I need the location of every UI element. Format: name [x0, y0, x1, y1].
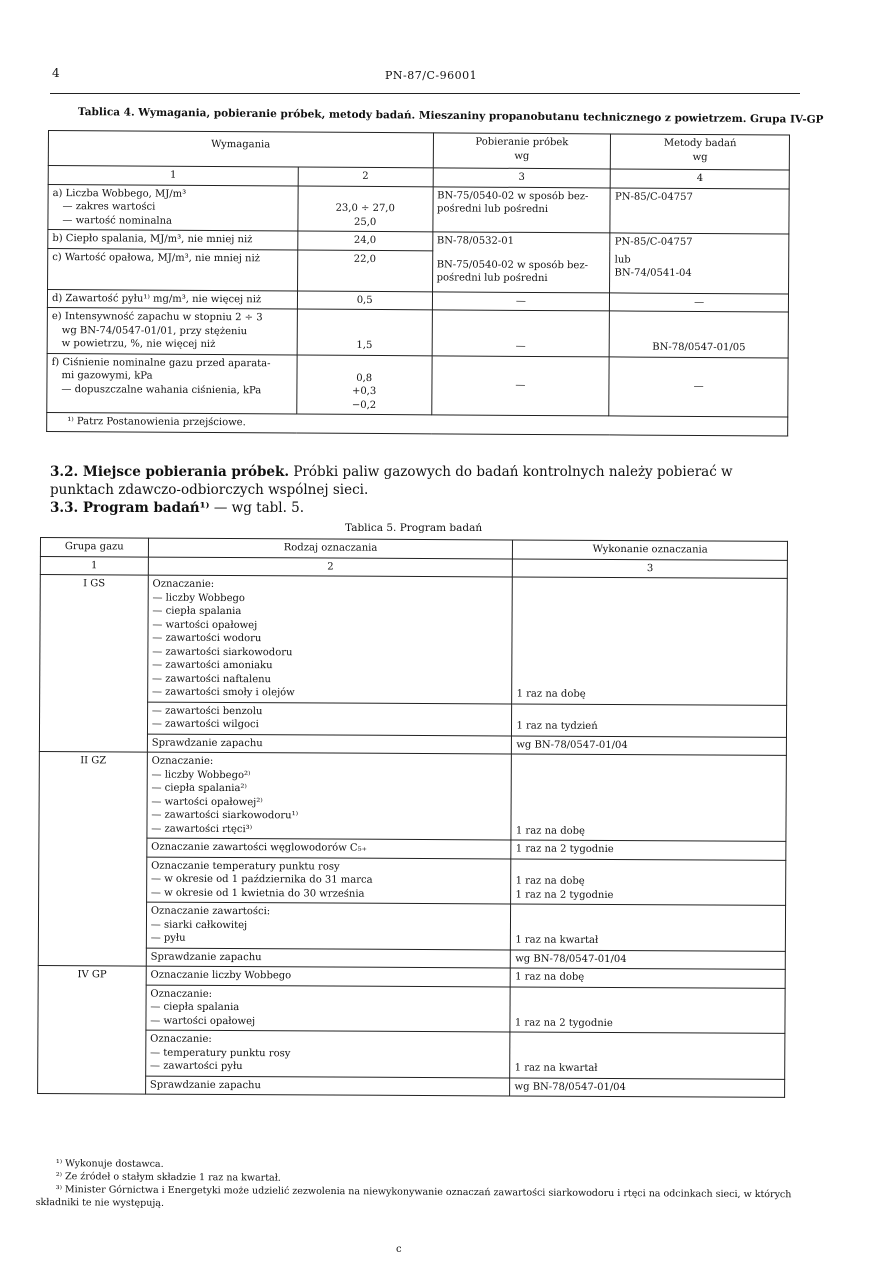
value-cell: 24,0: [298, 231, 433, 250]
colnum: 1: [40, 556, 148, 575]
method-cell: PN-85/C-04757: [610, 187, 789, 234]
colnum: 3: [433, 168, 611, 188]
value-cell: 0,5: [297, 291, 432, 310]
table5-row: [38, 1075, 785, 1097]
exec-cell: 1 raz na dobę: [511, 968, 786, 988]
exec-cell: 1 raz na 2 tygodnie: [511, 840, 786, 860]
kind-cell: Oznaczanie zawartości węglowodorów C₅₊: [147, 838, 512, 858]
header-kind: Rodzaj oznaczania: [148, 538, 513, 558]
kind-cell: Oznaczanie: — ciepła spalania — wartości opałowej: [146, 985, 511, 1032]
colnum: 4: [611, 169, 790, 189]
method-cell: —: [609, 356, 788, 417]
colnum: 1: [48, 166, 298, 186]
table5-caption: Tablica 5. Program badań: [345, 522, 483, 534]
kind-cell: Sprawdzanie zapachu: [147, 734, 512, 754]
colnum: 3: [513, 558, 788, 578]
value-cell: 1,5: [297, 309, 432, 355]
kind-cell: — zawartości benzolu — zawartości wilgoci: [147, 702, 512, 736]
sampling-cell: —: [432, 310, 610, 357]
table4-row-e: [47, 307, 788, 357]
exec-cell: 1 raz na dobę 1 raz na 2 tygodnie: [511, 858, 786, 905]
header-execution: Wykonanie oznaczania: [513, 540, 788, 560]
table4-caption: Tablica 4. Wymagania, pobieranie próbek, metody badań. Mieszaniny propanobutanu technicznego z powietrzem. Grupa IV-GP: [77, 106, 824, 126]
method-cell: —: [610, 292, 789, 312]
table4-footnote-row: [47, 412, 788, 435]
header-methods: Metody badań wg: [611, 134, 790, 170]
value-cell: 0,8 +0,3 −0,2: [297, 355, 432, 415]
table5-row: [39, 751, 786, 841]
header-requirements: Wymagania: [48, 131, 433, 168]
table5-row: [40, 575, 788, 705]
value-cell: 23,0 ÷ 27,0 25,0: [298, 186, 433, 232]
sampling-cell: —: [432, 291, 610, 311]
kind-cell: Oznaczanie: — liczby Wobbego — ciepła spalania — wartości opałowej — zawartości wodoru — zawartości siarkowodoru — zawartości amoniaku — zawartości naftalenu — zawartości smoły i olejów: [147, 575, 512, 703]
section-3-2: 3.2. Miejsce pobierania próbek. Próbki paliw gazowych do badań kontrolnych należy pobierać w punktach zdawczo-odbiorczych wspólnej sieci.: [50, 464, 733, 498]
req-cell: f) Ciśnienie nominalne gazu przed aparata- mi gazowymi, kPa — dopuszczalne wahania ciśnienia, kPa: [47, 353, 297, 414]
table5-row: [38, 901, 785, 950]
footnote-3: ³⁾ Minister Górnictwa i Energetyki może udzielić zezwolenia na niewykonywanie oznaczań zawartości siarkowodoru i rtęci na odcinkach sieci, w których składniki te nie występują.: [35, 1184, 792, 1209]
colnum: 2: [148, 557, 513, 577]
exec-cell: 1 raz na dobę: [512, 577, 787, 705]
footnote-1: ¹⁾ Wykonuje dostawca.: [55, 1158, 164, 1170]
kind-cell: Oznaczanie: — temperatury punktu rosy — zawartości pyłu: [145, 1030, 510, 1077]
table5-row: [38, 1029, 785, 1078]
req-cell: c) Wartość opałowa, MJ/m³, nie mniej niż: [48, 248, 298, 291]
req-cell: b) Ciepło spalania, MJ/m³, nie mniej niż: [48, 230, 298, 250]
table5: [37, 537, 788, 1098]
standard-id: PN-87/C-96001: [385, 69, 478, 82]
req-cell: a) Liczba Wobbego, MJ/m³ — zakres wartości — wartość nominalna: [48, 184, 298, 231]
header-sampling: Pobieranie próbek wg: [433, 133, 611, 169]
kind-cell: Sprawdzanie zapachu: [145, 1076, 510, 1096]
table5-footnotes: [36, 1157, 796, 1214]
kind-cell: Oznaczanie temperatury punktu rosy — w okresie od 1 października do 31 marca — w okresie od 1 kwietnia do 30 września: [146, 857, 511, 904]
footnote-2: ²⁾ Ze źródeł o stałym składzie 1 raz na kwartał.: [55, 1171, 281, 1184]
group-cell: II GZ: [38, 751, 147, 966]
header-group: Grupa gazu: [40, 538, 148, 557]
kind-cell: Oznaczanie liczby Wobbego: [146, 966, 511, 986]
exec-cell: 1 raz na dobę: [511, 754, 786, 841]
method-cell: PN-85/C-04757 lub BN-74/0541-04: [610, 233, 789, 294]
exec-cell: 1 raz na kwartał: [510, 1032, 785, 1079]
page-number: 4: [52, 66, 60, 80]
sampling-cell: BN-75/0540-02 w sposób bez- pośredni lub pośredni: [432, 186, 610, 233]
table5-row: [38, 984, 785, 1033]
table4: [46, 130, 790, 436]
exec-cell: 1 raz na kwartał: [511, 904, 786, 951]
kind-cell: Sprawdzanie zapachu: [146, 948, 511, 968]
exec-cell: wg BN-78/0547-01/04: [512, 735, 787, 755]
exec-cell: 1 raz na tydzień: [512, 703, 787, 736]
value-cell: 22,0: [297, 250, 432, 292]
exec-cell: wg BN-78/0547-01/04: [511, 949, 786, 969]
kind-cell: Oznaczanie: — liczby Wobbego²⁾ — ciepła spalania²⁾ — wartości opałowej²⁾ — zawartości siarkowodoru¹⁾ — zawartości rtęci³⁾: [147, 752, 512, 840]
header-rule: [50, 93, 800, 94]
sampling-cell: —: [431, 355, 609, 416]
group-cell: IV GP: [38, 965, 146, 1094]
table5-row: [39, 701, 786, 737]
table4-row-f: [47, 353, 788, 417]
table5-row: [39, 856, 786, 905]
table4-footnote: ¹⁾ Patrz Postanowienia przejściowe.: [47, 412, 788, 435]
table4-header-row: [48, 131, 789, 171]
req-cell: e) Intensywność zapachu w stopniu 2 ÷ 3 wg BN-74/0547-01/01, przy stężeniu w powietrzu, %, nie więcej niż: [47, 307, 297, 354]
req-cell: d) Zawartość pyłu¹⁾ mg/m³, nie więcej niż: [47, 289, 297, 309]
section-3-3: 3.3. Program badań¹⁾ — wg tabl. 5.: [50, 500, 305, 516]
colnum: 2: [298, 167, 433, 186]
table4-row-a: [48, 184, 789, 234]
method-cell: BN-78/0547-01/05: [610, 311, 789, 358]
exec-cell: wg BN-78/0547-01/04: [510, 1077, 785, 1097]
sampling-cell: BN-78/0532-01 BN-75/0540-02 w sposób bez- pośredni lub pośredni: [432, 232, 610, 293]
group-cell: I GS: [39, 575, 148, 753]
page-mark: c: [396, 1244, 402, 1255]
kind-cell: Oznaczanie zawartości: — siarki całkowitej — pyłu: [146, 902, 511, 949]
exec-cell: 1 raz na 2 tygodnie: [510, 986, 785, 1033]
